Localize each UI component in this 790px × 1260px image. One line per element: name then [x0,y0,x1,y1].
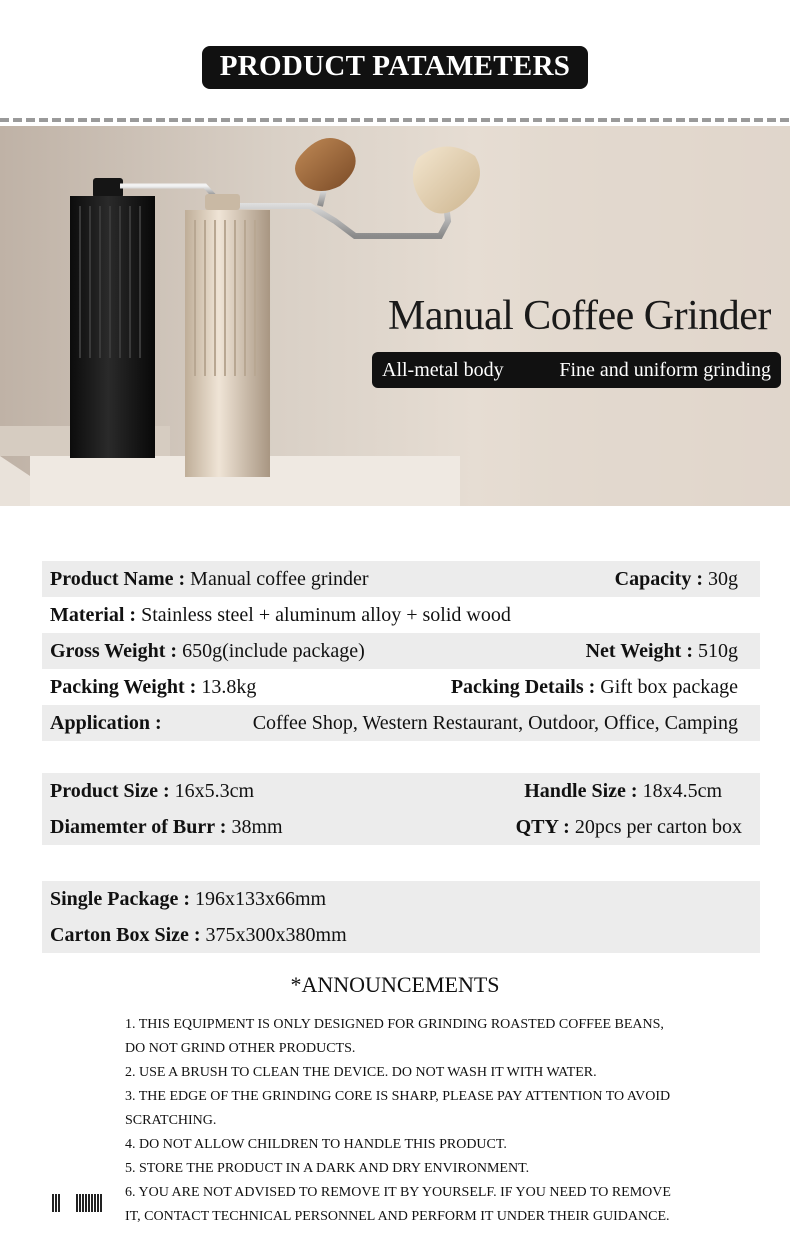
barcode-icon [52,1194,102,1212]
dashed-divider [0,118,790,122]
spec-label: Diamemter of Burr : [50,816,227,838]
announcement-line: SCRATCHING. [125,1113,217,1128]
spec-value: Gift box package [600,676,738,698]
announcement-line: 2. USE A BRUSH TO CLEAN THE DEVICE. DO NOT WASH IT WITH WATER. [125,1065,597,1080]
spec-value: 20pcs per carton box [574,816,742,838]
spec-value: 18x4.5cm [642,780,722,802]
hero-tags-bar [372,352,781,388]
announcements-list [125,1013,725,1229]
spec-row [42,597,760,633]
announcement-line: DO NOT GRIND OTHER PRODUCTS. [125,1041,356,1056]
spec-row [42,669,760,705]
spec-label: QTY : [515,816,570,838]
announcement-line: 4. DO NOT ALLOW CHILDREN TO HANDLE THIS PRODUCT. [125,1137,507,1152]
spec-label: Packing Weight : [50,676,197,698]
spec-value: 13.8kg [201,676,257,698]
spec-row [42,705,760,741]
page-title: PRODUCT PATAMETERS [202,46,588,89]
announcement-line: 3. THE EDGE OF THE GRINDING CORE IS SHARP, PLEASE PAY ATTENTION TO AVOID [125,1089,671,1104]
spec-row [42,633,760,669]
announcements-title: *ANNOUNCEMENTS [290,972,500,997]
spec-value: 650g(include package) [182,640,365,662]
spec-value: 38mm [231,816,283,838]
spec-label: Carton Box Size : [50,924,201,946]
hero-product-image [0,126,790,506]
spec-label: Gross Weight : [50,640,178,662]
announcement-line: 6. YOU ARE NOT ADVISED TO REMOVE IT BY YOURSELF. IF YOU NEED TO REMOVE [125,1185,671,1200]
spec-label: Capacity : [614,568,703,590]
spec-label: Material : [50,604,137,626]
spec-value: 510g [698,640,738,662]
spec-value: 30g [708,568,738,590]
hero-title: Manual Coffee Grinder [388,293,771,339]
spec-value: Manual coffee grinder [190,568,369,590]
spec-row [42,561,760,597]
spec-label: Application : [50,712,162,734]
specs-table-package [42,881,760,953]
spec-label: Handle Size : [524,780,638,802]
spec-label: Net Weight : [585,640,693,662]
hero-tag: Fine and uniform grinding [559,358,771,381]
spec-label: Packing Details : [450,676,596,698]
announcement-line: 1. THIS EQUIPMENT IS ONLY DESIGNED FOR GRINDING ROASTED COFFEE BEANS, [125,1017,664,1032]
spec-value: 16x5.3cm [174,780,255,802]
title-banner [0,46,790,89]
hero-tag: All-metal body [382,358,504,381]
spec-label: Single Package : [50,888,190,910]
spec-value: 196x133x66mm [195,888,327,910]
spec-row [42,881,760,917]
specs-table-main [42,561,760,741]
spec-label: Product Name : [50,568,186,590]
spec-value: Coffee Shop, Western Restaurant, Outdoor, Office, Camping [252,712,738,734]
spec-row [42,917,760,953]
announcement-line: IT, CONTACT TECHNICAL PERSONNEL AND PERFORM IT UNDER THEIR GUIDANCE. [125,1209,670,1224]
spec-row [42,773,760,809]
spec-row [42,809,760,845]
specs-table-size [42,773,760,845]
spec-label: Product Size : [50,780,170,802]
spec-value: 375x300x380mm [205,924,347,946]
announcement-line: 5. STORE THE PRODUCT IN A DARK AND DRY ENVIRONMENT. [125,1161,530,1176]
spec-value: Stainless steel + aluminum alloy + solid wood [141,604,511,626]
